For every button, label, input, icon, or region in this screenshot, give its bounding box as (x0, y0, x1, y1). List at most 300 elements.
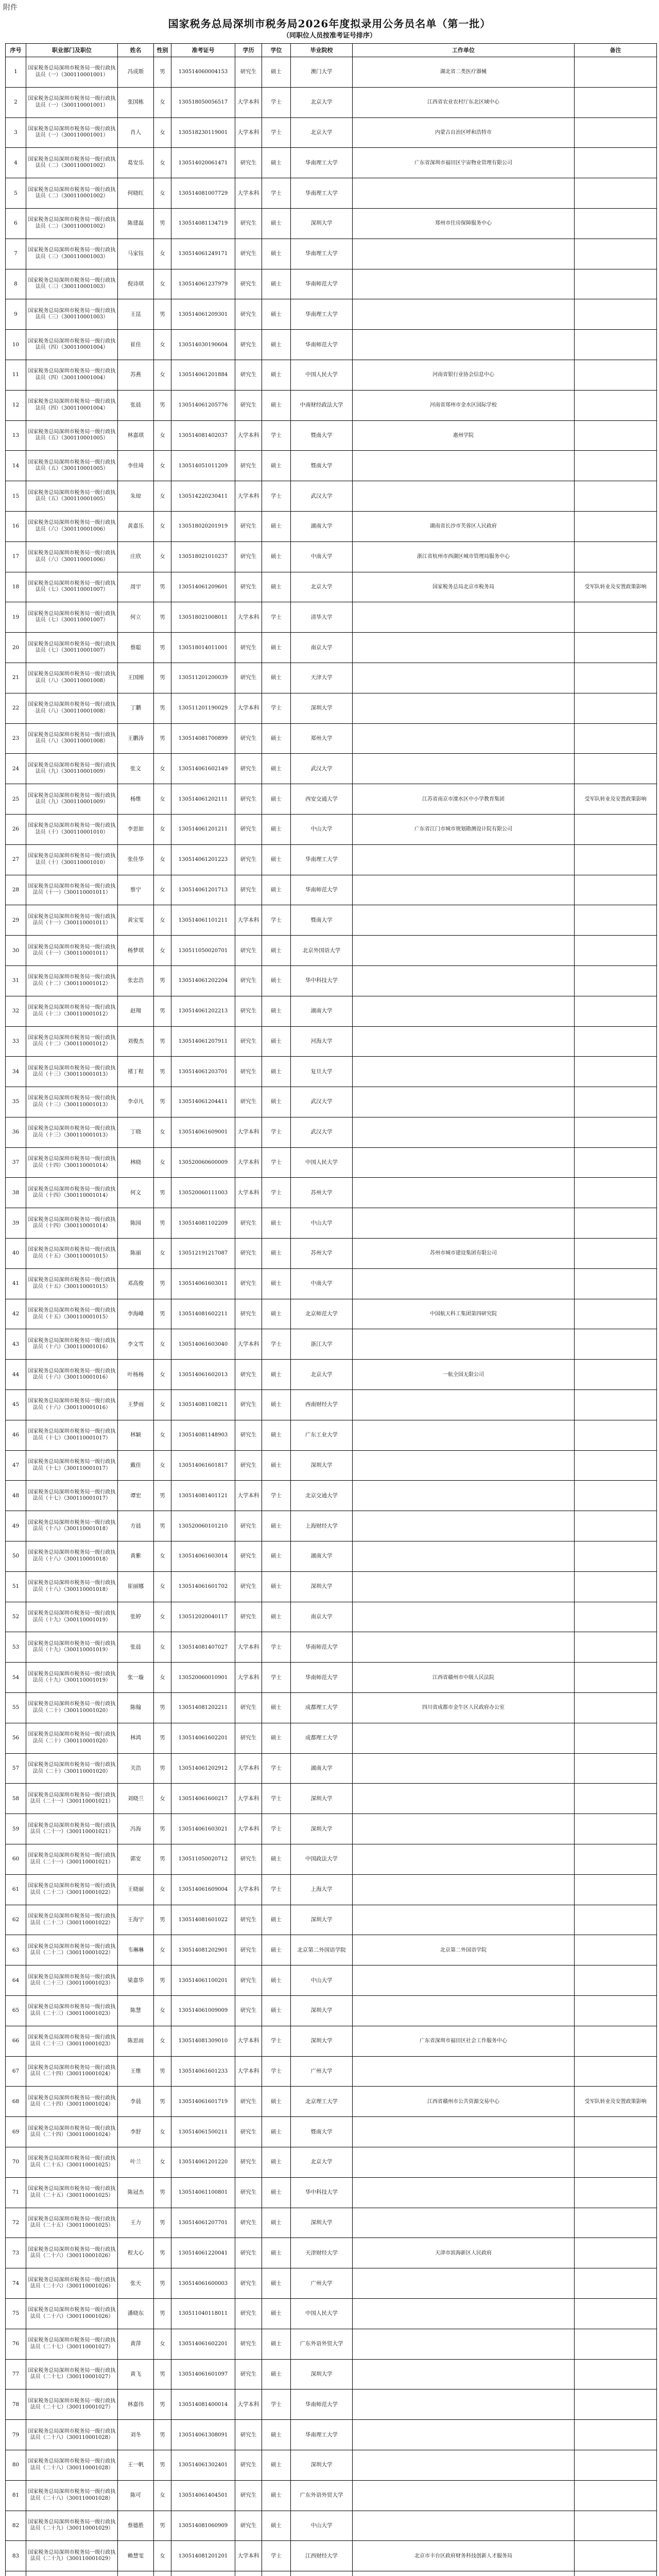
position-cell: 国家税务总局深圳市税务局一级行政执法员（二十四）（300110001024） (26, 2056, 118, 2087)
name-cell: 王梦雨 (118, 1390, 154, 1420)
name-cell: 陈建磊 (118, 208, 154, 239)
table-row (6, 1268, 657, 1299)
education-cell: 研究生 (235, 572, 262, 602)
school-cell: 中南大学 (291, 541, 353, 572)
header-cell: 毕业院校 (291, 44, 353, 57)
row-number: 58 (6, 1784, 26, 1814)
employer-cell (353, 1753, 575, 1784)
education-cell: 研究生 (235, 1965, 262, 1996)
sex-cell: 女 (154, 1632, 171, 1663)
school-cell: 南京大学 (291, 1602, 353, 1632)
sex-cell: 女 (154, 117, 171, 148)
ticket-cell: 130514061603011 (171, 1268, 235, 1299)
row-number: 76 (6, 2329, 26, 2359)
education-cell: 研究生 (235, 1541, 262, 1572)
row-number: 29 (6, 905, 26, 936)
name-cell: 关浩 (118, 1753, 154, 1784)
ticket-cell: 130514061201713 (171, 875, 235, 905)
table-row (6, 784, 657, 815)
ticket-cell: 130514061205776 (171, 390, 235, 420)
sex-cell: 男 (154, 723, 171, 754)
row-number: 35 (6, 1087, 26, 1117)
table-row (6, 1874, 657, 1905)
name-cell: 李晨 (118, 2087, 154, 2117)
position-cell: 国家税务总局深圳市税务局一级行政执法员（十七）（300110001017） (26, 1450, 118, 1481)
note-cell (575, 1965, 657, 1996)
note-cell (575, 2238, 657, 2268)
note-cell (575, 57, 657, 88)
school-cell: 北京大学 (291, 1360, 353, 1390)
ticket-cell: 130518021010237 (171, 541, 235, 572)
name-cell: 叶兰 (118, 2147, 154, 2177)
position-cell: 国家税务总局深圳市税务局一级行政执法员（九）（300110001009） (26, 784, 118, 815)
position-cell: 国家税务总局深圳市税务局一级行政执法员（二十一）（300110001021） (26, 1784, 118, 1814)
table-row (6, 2268, 657, 2299)
school-cell: 广东工业大学 (291, 1420, 353, 1450)
degree-cell: 硕士 (262, 1057, 291, 1087)
ticket-cell: 130514061207701 (171, 2208, 235, 2238)
row-number: 37 (6, 1147, 26, 1178)
note-cell (575, 2541, 657, 2571)
employer-cell (353, 1147, 575, 1178)
table-row (6, 754, 657, 784)
ticket-cell: 130512191217087 (171, 1239, 235, 1269)
position-cell: 国家税务总局深圳市税务局一级行政执法员（十二）（300110001012） (26, 965, 118, 996)
school-cell: 复旦大学 (291, 1057, 353, 1087)
name-cell: 郭安 (118, 1844, 154, 1875)
ticket-cell: 130514061237979 (171, 269, 235, 299)
row-number: 16 (6, 511, 26, 541)
education-cell: 研究生 (235, 2420, 262, 2450)
name-cell: 谭宏 (118, 1481, 154, 1511)
school-cell: 深圳大学 (291, 1814, 353, 1844)
position-cell: 国家税务总局深圳市税务局一级行政执法员（二十三）（300110001023） (26, 1996, 118, 2026)
name-cell: 陈园 (118, 1208, 154, 1239)
employer-cell (353, 1208, 575, 1239)
name-cell: 王海宁 (118, 1905, 154, 1935)
school-cell: 北京大学 (291, 2147, 353, 2177)
degree-cell: 硕士 (262, 330, 291, 360)
employer-cell: 天津市滨海新区人民政府 (353, 2238, 575, 2268)
school-cell: 深圳大学 (291, 1450, 353, 1481)
education-cell: 大学本科 (235, 1814, 262, 1844)
education-cell: 研究生 (235, 1693, 262, 1723)
name-cell: 张国栋 (118, 87, 154, 117)
education-cell: 研究生 (235, 2238, 262, 2268)
employer-cell (353, 1996, 575, 2026)
education-cell: 研究生 (235, 1571, 262, 1602)
position-cell: 国家税务总局深圳市税务局一级行政执法员（十）（300110001010） (26, 844, 118, 875)
position-cell: 国家税务总局深圳市税务局一级行政执法员（二十六）（300110001026） (26, 2268, 118, 2299)
school-cell: 西南财经大学 (291, 1390, 353, 1420)
sex-cell: 男 (154, 2450, 171, 2480)
name-cell: 陈丽 (118, 1239, 154, 1269)
header-cell: 准考证号 (171, 44, 235, 57)
position-cell: 国家税务总局深圳市税务局一级行政执法员（二十）（300110001020） (26, 1753, 118, 1784)
education-cell: 研究生 (235, 330, 262, 360)
education-cell: 大学本科 (235, 1329, 262, 1360)
ticket-cell: 130512020040117 (171, 1602, 235, 1632)
employer-cell (353, 2298, 575, 2329)
note-cell (575, 269, 657, 299)
education-cell: 研究生 (235, 1844, 262, 1875)
employer-cell: 中国航天科工集团第四研究院 (353, 1299, 575, 1329)
employer-cell (353, 481, 575, 512)
employer-cell: 浙江省杭州市西湖区城市管理局服务中心 (353, 541, 575, 572)
note-cell (575, 2450, 657, 2480)
degree-cell: 硕士 (262, 2117, 291, 2147)
sex-cell: 男 (154, 2177, 171, 2208)
table-row (6, 1784, 657, 1814)
row-number: 40 (6, 1239, 26, 1269)
table-row (6, 996, 657, 1026)
school-cell: 清华大学 (291, 602, 353, 633)
note-cell (575, 208, 657, 239)
table-row (6, 1329, 657, 1360)
ticket-cell: 130514061603021 (171, 1814, 235, 1844)
sex-cell: 男 (154, 1208, 171, 1239)
sex-cell: 女 (154, 87, 171, 117)
degree-cell: 硕士 (262, 784, 291, 815)
row-number: 70 (6, 2147, 26, 2177)
degree-cell: 硕士 (262, 269, 291, 299)
name-cell: 陈翰 (118, 1693, 154, 1723)
row-number: 67 (6, 2056, 26, 2087)
position-cell: 国家税务总局深圳市税务局一级行政执法员（十一）（300110001011） (26, 905, 118, 936)
employer-cell (353, 2359, 575, 2389)
ticket-cell: 130514081148903 (171, 1420, 235, 1450)
education-cell: 研究生 (235, 1299, 262, 1329)
school-cell: 北京师范大学 (291, 1299, 353, 1329)
employer-cell (353, 269, 575, 299)
table-row (6, 1360, 657, 1390)
sex-cell (154, 2571, 171, 2576)
position-cell: 国家税务总局深圳市税务局一级行政执法员（十四）（300110001014） (26, 1147, 118, 1178)
sex-cell: 男 (154, 1481, 171, 1511)
employer-cell (353, 2268, 575, 2299)
education-cell: 研究生 (235, 2450, 262, 2480)
row-number: 74 (6, 2268, 26, 2299)
sex-cell: 女 (154, 360, 171, 390)
employer-cell (353, 996, 575, 1026)
table-body (6, 57, 657, 2576)
education-cell: 研究生 (235, 1996, 262, 2026)
employer-cell: 一航全国无限公司 (353, 1360, 575, 1390)
ticket-cell: 130514061302401 (171, 2450, 235, 2480)
education-cell: 大学本科 (235, 693, 262, 723)
table-row (6, 451, 657, 481)
row-number: 17 (6, 541, 26, 572)
degree-cell: 硕士 (262, 1965, 291, 1996)
ticket-cell: 130514061209601 (171, 572, 235, 602)
table-row (6, 2541, 657, 2571)
ticket-cell: 130514061209301 (171, 299, 235, 330)
employer-cell (353, 723, 575, 754)
table-row (6, 1844, 657, 1875)
education-cell: 研究生 (235, 1208, 262, 1239)
school-cell: 成都理工大学 (291, 1693, 353, 1723)
education-cell: 研究生 (235, 541, 262, 572)
row-number: 46 (6, 1420, 26, 1450)
name-cell: 李佳琦 (118, 451, 154, 481)
position-cell: 国家税务总局深圳市税务局一级行政执法员（八）（300110001008） (26, 663, 118, 693)
employer-cell: 湖北省二类医疗器械 (353, 57, 575, 88)
degree-cell: 硕士 (262, 965, 291, 996)
ticket-cell: 130514081407027 (171, 1632, 235, 1663)
ticket-cell: 130514061600003 (171, 2268, 235, 2299)
note-cell (575, 1874, 657, 1905)
education-cell: 研究生 (235, 2177, 262, 2208)
degree-cell: 学士 (262, 693, 291, 723)
position-cell: 国家税务总局深圳市税务局一级行政执法员（十七）（300110001017） (26, 1420, 118, 1450)
table-row (6, 1602, 657, 1632)
education-cell: 研究生 (235, 239, 262, 269)
name-cell: 林嘉伟 (118, 2389, 154, 2420)
school-cell: 华南师范大学 (291, 875, 353, 905)
degree-cell: 学士 (262, 481, 291, 512)
row-number: 55 (6, 1693, 26, 1723)
ticket-cell: 130514061207911 (171, 1026, 235, 1057)
sex-cell: 男 (154, 1511, 171, 1541)
ticket-cell: 130518230119001 (171, 117, 235, 148)
name-cell: 张晨 (118, 1632, 154, 1663)
table-row (6, 360, 657, 390)
note-cell (575, 1147, 657, 1178)
name-cell: 叶杨杨 (118, 1360, 154, 1390)
education-cell: 研究生 (235, 875, 262, 905)
sex-cell: 女 (154, 1117, 171, 1147)
sex-cell: 男 (154, 633, 171, 663)
note-cell (575, 1299, 657, 1329)
school-cell: 中南大学 (291, 1268, 353, 1299)
school-cell: 北京第二外国语学院 (291, 1935, 353, 1965)
degree-cell: 学士 (262, 1753, 291, 1784)
ticket-cell: 130514061603040 (171, 1329, 235, 1360)
employer-cell (353, 633, 575, 663)
school-cell: 成都理工大学 (291, 1723, 353, 1753)
table-row (6, 420, 657, 451)
note-cell (575, 1087, 657, 1117)
table-row (6, 2389, 657, 2420)
school-cell: 湖南大学 (291, 1541, 353, 1572)
position-cell: 国家税务总局深圳市税务局一级行政执法员（二十六）（300110001026） (26, 2238, 118, 2268)
name-cell: 赵翔 (118, 996, 154, 1026)
table-row (6, 1390, 657, 1420)
table-row (6, 117, 657, 148)
position-cell: 国家税务总局深圳市税务局一级行政执法员（十九）（300110001019） (26, 1602, 118, 1632)
note-cell (575, 451, 657, 481)
school-cell: 中国政法大学 (291, 1844, 353, 1875)
school-cell: 天津大学 (291, 663, 353, 693)
row-number: 42 (6, 1299, 26, 1329)
degree-cell: 硕士 (262, 2480, 291, 2511)
employer-cell (353, 2480, 575, 2511)
school-cell: 深圳大学 (291, 1996, 353, 2026)
education-cell: 研究生 (235, 844, 262, 875)
note-cell (575, 2298, 657, 2329)
school-cell: 深圳大学 (291, 2359, 353, 2389)
education-cell: 研究生 (235, 1360, 262, 1390)
school-cell: 华南师范大学 (291, 330, 353, 360)
employer-cell (353, 451, 575, 481)
note-cell (575, 2177, 657, 2208)
position-cell: 国家税务总局深圳市税务局一级行政执法员（五）（300110001005） (26, 420, 118, 451)
employer-cell: 苏州市城市建设集团有限公司 (353, 1239, 575, 1269)
note-cell (575, 2056, 657, 2087)
table-row (6, 936, 657, 966)
education-cell: 研究生 (235, 1026, 262, 1057)
row-number: 83 (6, 2541, 26, 2571)
note-cell (575, 1632, 657, 1663)
row-number: 26 (6, 814, 26, 844)
row-number: 69 (6, 2117, 26, 2147)
degree-cell: 硕士 (262, 511, 291, 541)
position-cell: 国家税务总局深圳市税务局一级行政执法员（十四）（300110001014） (26, 1178, 118, 1208)
education-cell: 研究生 (235, 2208, 262, 2238)
sex-cell: 男 (154, 2359, 171, 2389)
ticket-cell: 130511050020712 (171, 1844, 235, 1875)
position-cell: 国家税务总局深圳市税务局一级行政执法员（二十六）（300110001026） (26, 2298, 118, 2329)
note-cell (575, 1360, 657, 1390)
position-cell: 国家税务总局深圳市税务局一级行政执法员（二）（300110001002） (26, 178, 118, 209)
name-cell: 张婷 (118, 1602, 154, 1632)
degree-cell: 硕士 (262, 996, 291, 1026)
education-cell: 研究生 (235, 1602, 262, 1632)
degree-cell: 硕士 (262, 1844, 291, 1875)
position-cell: 国家税务总局深圳市税务局一级行政执法员（二十二）（300110001022） (26, 1905, 118, 1935)
header-cell: 工作单位 (353, 44, 575, 57)
degree-cell: 学士 (262, 117, 291, 148)
degree-cell: 硕士 (262, 1239, 291, 1269)
table-row (6, 1814, 657, 1844)
school-cell: 武汉大学 (291, 754, 353, 784)
employer-cell: 国家税务总局北京市税务局 (353, 572, 575, 602)
degree-cell: 硕士 (262, 2087, 291, 2117)
position-cell: 国家税务总局深圳市税务局一级行政执法员（十六）（300110001016） (26, 1329, 118, 1360)
table-row (6, 1178, 657, 1208)
row-number: 2 (6, 87, 26, 117)
note-cell (575, 481, 657, 512)
position-cell: 国家税务总局深圳市税务局一级行政执法员（二十五）（300110001025） (26, 2147, 118, 2177)
sex-cell: 男 (154, 1723, 171, 1753)
education-cell: 大学本科 (235, 1178, 262, 1208)
position-cell: 国家税务总局深圳市税务局一级行政执法员（四）（300110001004） (26, 330, 118, 360)
degree-cell: 硕士 (262, 2359, 291, 2389)
employer-cell: 四川省成都市金牛区人民政府办公室 (353, 1693, 575, 1723)
row-number: 73 (6, 2238, 26, 2268)
sex-cell: 女 (154, 1996, 171, 2026)
note-cell (575, 330, 657, 360)
education-cell: 研究生 (235, 1450, 262, 1481)
sex-cell: 男 (154, 1057, 171, 1087)
sex-cell: 女 (154, 1360, 171, 1390)
table-row (6, 1663, 657, 1693)
position-cell: 国家税务总局深圳市税务局一级行政执法员（二十九）（300110001029） (26, 2511, 118, 2541)
school-cell: 深圳大学 (291, 1571, 353, 1602)
row-number: 10 (6, 330, 26, 360)
ticket-cell: 130514060004153 (171, 57, 235, 88)
ticket-cell: 130514061202213 (171, 996, 235, 1026)
position-cell: 国家税务总局深圳市税务局一级行政执法员（二十三）（300110001023） (26, 2026, 118, 2056)
row-number: 78 (6, 2389, 26, 2420)
position-cell: 国家税务总局深圳市税务局一级行政执法员（八）（300110001008） (26, 693, 118, 723)
position-cell: 国家税务总局深圳市税务局一级行政执法员（十四）（300110001014） (26, 1208, 118, 1239)
ticket-cell: 130514061201884 (171, 360, 235, 390)
school-cell: 华南理工大学 (291, 239, 353, 269)
sex-cell: 男 (154, 572, 171, 602)
table-row (6, 1935, 657, 1965)
degree-cell: 硕士 (262, 1026, 291, 1057)
note-cell (575, 602, 657, 633)
name-cell: 林颖 (118, 1420, 154, 1450)
ticket-cell: 130514081202211 (171, 1693, 235, 1723)
employer-cell (353, 1965, 575, 1996)
position-cell: 国家税务总局深圳市税务局一级行政执法员（十二）（300110001012） (26, 1026, 118, 1057)
row-number: 4 (6, 148, 26, 178)
name-cell: 黄萍 (118, 2329, 154, 2359)
ticket-cell: 130514220230411 (171, 481, 235, 512)
sex-cell: 男 (154, 2238, 171, 2268)
sex-cell: 男 (154, 602, 171, 633)
name-cell: 葛安乐 (118, 148, 154, 178)
header-cell: 序号 (6, 44, 26, 57)
row-number: 75 (6, 2298, 26, 2329)
table-row (6, 2329, 657, 2359)
table-row (6, 1481, 657, 1511)
school-cell: 北京交通大学 (291, 1481, 353, 1511)
ticket-cell: 130520060101210 (171, 1511, 235, 1541)
ticket-cell: 130514081601022 (171, 1905, 235, 1935)
degree-cell: 硕士 (262, 208, 291, 239)
name-cell: 林晓 (118, 1147, 154, 1178)
note-cell (575, 996, 657, 1026)
school-cell: 武汉大学 (291, 1117, 353, 1147)
table-row (6, 1905, 657, 1935)
note-cell (575, 420, 657, 451)
row-number: 59 (6, 1814, 26, 1844)
table-row (6, 1420, 657, 1450)
employer-cell (353, 1117, 575, 1147)
position-cell: 国家税务总局深圳市税务局一级行政执法员（二十八）（300110001028） (26, 2420, 118, 2450)
ticket-cell: 130514081400014 (171, 2389, 235, 2420)
note-cell (575, 1268, 657, 1299)
ticket-cell: 130514061202204 (171, 965, 235, 996)
position-cell: 国家税务总局深圳市税务局一级行政执法员（十七）（300110001017） (26, 1481, 118, 1511)
position-cell: 国家税务总局深圳市税务局一级行政执法员（二十八）（300110001028） (26, 2450, 118, 2480)
education-cell: 大学本科 (235, 2056, 262, 2087)
degree-cell: 硕士 (262, 1571, 291, 1602)
ticket-cell: 130514081102209 (171, 1208, 235, 1239)
note-cell (575, 2571, 657, 2576)
education-cell: 研究生 (235, 390, 262, 420)
note-cell (575, 511, 657, 541)
ticket-cell: 130514061601702 (171, 1571, 235, 1602)
employer-cell (353, 905, 575, 936)
table-row (6, 208, 657, 239)
table-row (6, 2056, 657, 2087)
ticket-cell: 130514061220041 (171, 2238, 235, 2268)
degree-cell: 学士 (262, 2026, 291, 2056)
ticket-cell: 130514061201223 (171, 844, 235, 875)
degree-cell: 硕士 (262, 57, 291, 88)
table-row (6, 1571, 657, 1602)
degree-cell: 学士 (262, 2541, 291, 2571)
employer-cell (353, 2420, 575, 2450)
employer-cell: 江苏省南京市溧水区中小学教育集团 (353, 784, 575, 815)
ticket-cell: 130520060600009 (171, 1147, 235, 1178)
name-cell: 蔡聪 (118, 633, 154, 663)
ticket-cell: 130514061203701 (171, 1057, 235, 1087)
